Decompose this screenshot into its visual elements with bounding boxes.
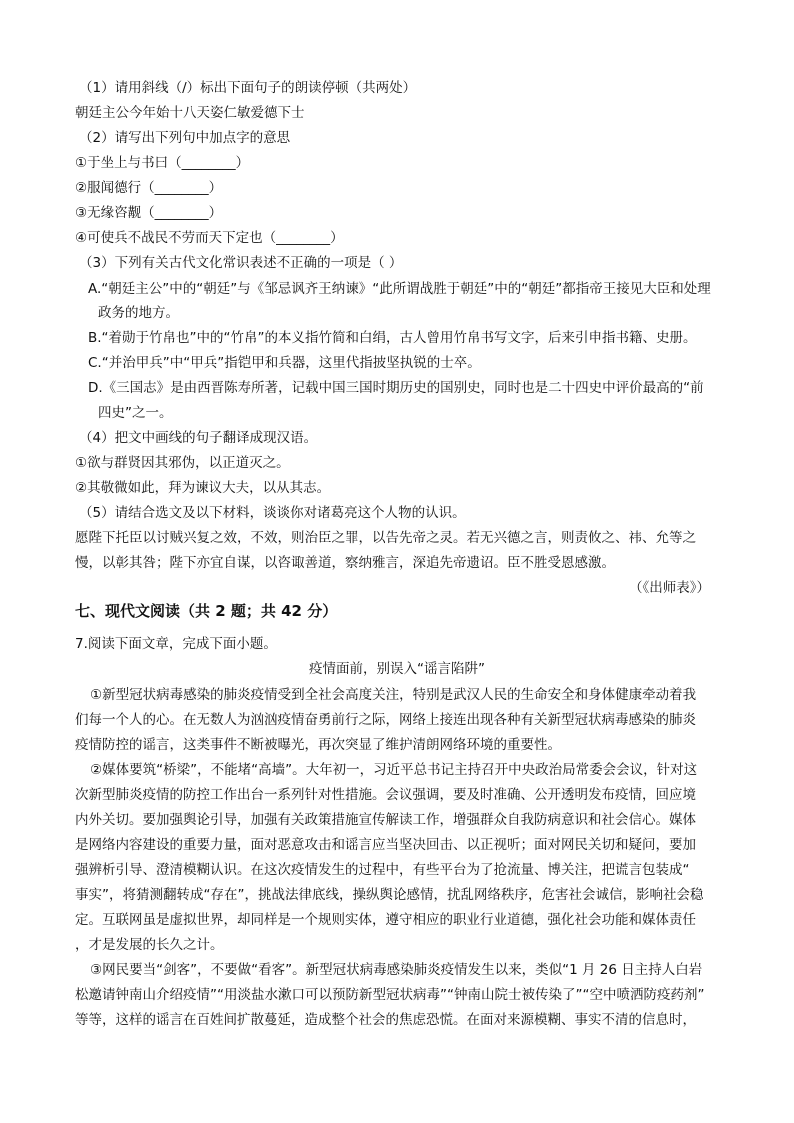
question-5-2-item-1: ①于坐上与书曰（________） (75, 155, 250, 171)
paragraph-3-line-1: ③网民要当“剑客”，不要做“看客”。新型冠状病毒感染肺炎疫情发生以来，类似“1 月 26 日主持人白岩 (90, 962, 703, 978)
option-a-line-1: A.“朝廷主公”中的“朝廷”与《邹忌讽齐王纳谏》“此所谓战胜于朝廷”中的“朝廷”都指帝王接见大臣和处理 (88, 281, 711, 297)
question-5-1-sentence: 朝廷主公今年始十八天姿仁敏爱德下士 (75, 105, 305, 121)
question-5-3-prompt: （3）下列有关古代文化常识表述不正确的一项是（ ） (79, 255, 403, 271)
question-5-5-prompt: （5）请结合选文及以下材料，谈谈你对诸葛亮这个人物的认识。 (79, 505, 466, 521)
option-d-line-2: 四史”之一。 (98, 405, 173, 421)
paragraph-2-line-5: 强辨析引导、澄清模糊认识。在这次疫情发生的过程中，有些平台为了抢流量、博关注，把谎言包装成“ (75, 862, 690, 878)
paragraph-2-line-6: 事实”，将猜测翻转成“存在”，挑战法律底线，操纵舆论感情，扰乱网络秩序，危害社会诚信，影响社会稳 (75, 887, 704, 903)
paragraph-2-line-4: 是网络内容建设的重要力量，面对恶意攻击和谣言应当坚决回击、以正视听；面对网民关切和疑问，要加 (75, 837, 696, 853)
question-5-4-item-1: ①欲与群贤因其邪伪，以正道灭之。 (75, 455, 290, 471)
paragraph-2-line-2: 次新型肺炎疫情的防控工作出台一系列针对性措施。会议强调，要及时准确、公开透明发布疫情，回应境 (75, 787, 696, 803)
option-d-line-1: D.《三国志》是由西晋陈寿所著，记载中国三国时期历史的国别史，同时也是二十四史中评价最高的“前 (88, 380, 704, 396)
option-b: B.“着勋于竹帛也”中的“竹帛”的本义指竹简和白绢，古人曾用竹帛书写文字，后来引申指书籍、史册。 (88, 330, 697, 346)
question-5-2-item-3: ③无缘咨觏（________） (75, 205, 223, 221)
question-5-2-item-2: ②服闻德行（________） (75, 180, 223, 196)
paragraph-2-line-1: ②媒体要筑“桥梁”，不能堵“高墙”。大年初一，习近平总书记主持召开中央政治局常委会会议，针对这 (90, 762, 698, 778)
section-heading: 七、现代文阅读（共 2 题；共 42 分） (75, 602, 338, 620)
question-7-prompt: 7.阅读下面文章，完成下面小题。 (75, 636, 277, 652)
article-title: 疫情面前，别误入“谣言陷阱” (309, 661, 485, 677)
paragraph-1-line-2: 们每一个人的心。在无数人为汹汹疫情奋勇前行之际，网络上接连出现各种有关新型冠状病毒感染的肺炎 (75, 712, 696, 728)
paragraph-2-line-8: ，才是发展的长久之计。 (75, 937, 224, 953)
material-source: （《出师表》） (629, 580, 710, 596)
question-5-2-prompt: （2）请写出下列句中加点字的意思 (79, 130, 291, 146)
paragraph-1-line-3: 疫情防控的谣言，这类事件不断被曝光，再次突显了维护清朗网络环境的重要性。 (75, 737, 561, 753)
paragraph-3-line-2: 松邀请钟南山介绍疫情”“用淡盐水漱口可以预防新型冠状病毒”“钟南山院士被传染了”“空中喷洒防疫药剂” (75, 987, 705, 1003)
question-5-2-item-4: ④可使兵不战民不劳而天下定也（________） (75, 230, 344, 246)
material-line-2: 慢，以彰其咎；陛下亦宜自谋，以咨诹善道，察纳雅言，深追先帝遗诏。臣不胜受恩感激。 (75, 555, 615, 571)
question-5-1-prompt: （1）请用斜线（/）标出下面句子的朗读停顿（共两处） (79, 80, 417, 96)
question-5-4-prompt: （4）把文中画线的句子翻译成现汉语。 (79, 430, 318, 446)
option-c: C.“并治甲兵”中“甲兵”指铠甲和兵器，这里代指披坚执锐的士卒。 (88, 355, 481, 371)
paragraph-2-line-7: 定。互联网虽是虚拟世界，却同样是一个规则实体，遵守相应的职业行业道德，强化社会功能和媒体责任 (75, 912, 696, 928)
option-a-line-2: 政务的地方。 (98, 305, 179, 321)
paragraph-2-line-3: 内外关切。要加强舆论引导，加强有关政策措施宣传解读工作，增强群众自我防病意识和社会信心。媒体 (75, 812, 696, 828)
paragraph-3-line-3: 等等，这样的谣言在百姓间扩散蔓延，造成整个社会的焦虑恐慌。在面对来源模糊、事实不清的信息时， (75, 1012, 696, 1028)
material-line-1: 愿陛下托臣以讨贼兴复之效，不效，则治臣之罪，以告先帝之灵。若无兴德之言，则责攸之、祎、允等之 (75, 530, 696, 546)
question-5-4-item-2: ②其敬微如此，拜为谏议大夫，以从其志。 (75, 480, 331, 496)
paragraph-1-line-1: ①新型冠状病毒感染的肺炎疫情受到全社会高度关注，特别是武汉人民的生命安全和身体健康牵动着我 (90, 687, 697, 703)
